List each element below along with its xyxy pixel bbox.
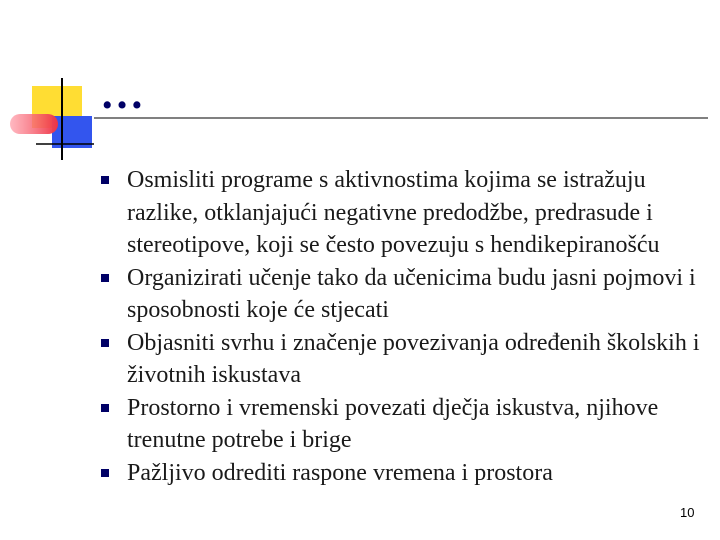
logo-red-bar bbox=[10, 114, 58, 134]
bullet-text: Prostorno i vremenski povezati dječja iskustva, njihove trenutne potrebe i brige bbox=[127, 394, 659, 453]
bullet-item bbox=[98, 392, 708, 457]
bullet-item bbox=[98, 262, 708, 327]
square-bullet-icon bbox=[101, 339, 109, 347]
bullet-text: Objasniti svrhu i značenje povezivanja određenih školskih i životnih iskustava bbox=[127, 329, 700, 388]
bullet-item bbox=[98, 457, 708, 490]
bullet-text: Organizirati učenje tako da učenicima budu jasni pojmovi i sposobnosti koje će stjecati bbox=[127, 264, 696, 323]
square-bullet-icon bbox=[101, 274, 109, 282]
square-bullet-icon bbox=[101, 404, 109, 412]
bullet-text: Osmisliti programe s aktivnostima kojima se istražuju razlike, otklanjajući negativne predodžbe, predrasude i stereotipove, koji se često povezuju s hendikepiranošću bbox=[127, 167, 660, 258]
square-bullet-icon bbox=[101, 469, 109, 477]
bullet-item bbox=[98, 327, 708, 392]
slide-title: … bbox=[100, 69, 146, 118]
bullet-item bbox=[98, 164, 708, 262]
logo-blue-square bbox=[52, 116, 92, 148]
bullet-text: Pažljivo odrediti raspone vremena i prostora bbox=[127, 459, 553, 486]
bullet-list bbox=[98, 164, 708, 489]
page-number: 10 bbox=[680, 505, 695, 520]
square-bullet-icon bbox=[101, 176, 109, 184]
